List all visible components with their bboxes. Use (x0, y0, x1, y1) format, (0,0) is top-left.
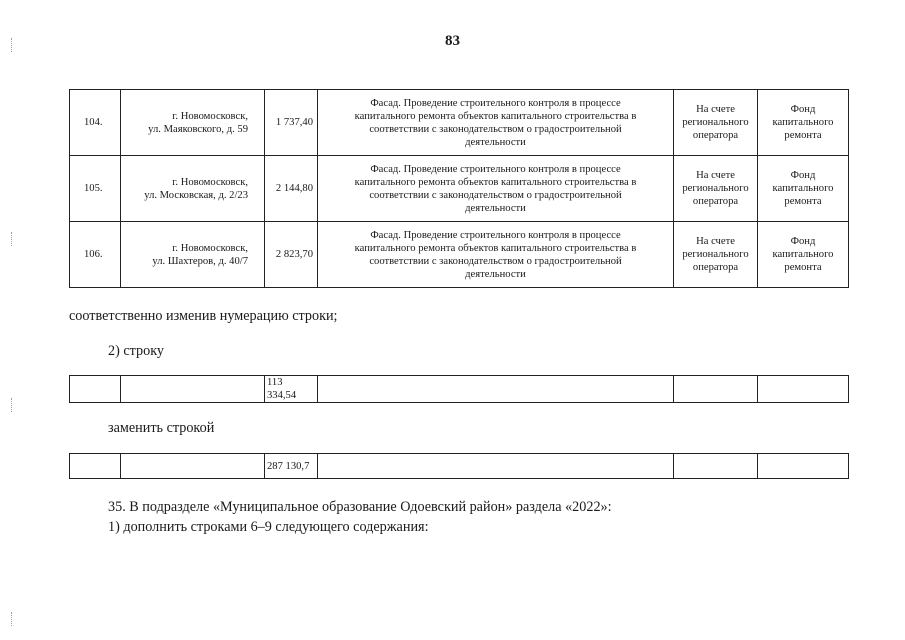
area-cell: 2 144,80 (265, 156, 318, 222)
table-row (70, 454, 849, 479)
fund-line: Фонд (790, 236, 816, 247)
row-number: 106. (70, 222, 121, 288)
account-line: На счете (696, 104, 735, 115)
account-line: регионального (682, 117, 749, 128)
fund-line: Фонд (790, 104, 816, 115)
page-number: 83 (445, 33, 460, 49)
row-number: 105. (70, 156, 121, 222)
work-description-cell (318, 222, 674, 288)
account-line: На счете (696, 236, 735, 247)
fund-line: ремонта (784, 196, 822, 207)
work-description-cell (318, 90, 674, 156)
address-cell (121, 156, 265, 222)
empty-cell (758, 454, 849, 479)
address-cell (121, 222, 265, 288)
address-city: г. Новомосковск, (172, 242, 248, 254)
work-line: капитального ремонта объектов капитального строительства в (354, 242, 637, 254)
binding-margin-mark (11, 398, 12, 412)
work-line: соответствии с законодательством о градостроительной (369, 189, 622, 201)
empty-cell (121, 376, 265, 403)
fund-line: капитального (772, 249, 834, 260)
empty-cell (758, 376, 849, 403)
account-cell (674, 90, 758, 156)
binding-margin-mark (11, 38, 12, 52)
account-line: оператора (692, 196, 739, 207)
address-street: ул. Шахтеров, д. 40/7 (152, 255, 248, 267)
work-description-cell (318, 156, 674, 222)
account-line: регионального (682, 249, 749, 260)
account-line: оператора (692, 130, 739, 141)
fund-line: Фонд (790, 170, 816, 181)
binding-margin-mark (11, 612, 12, 626)
row-number: 104. (70, 90, 121, 156)
work-line: Фасад. Проведение строительного контроля в процессе (370, 97, 621, 109)
empty-cell (70, 376, 121, 403)
fund-line: ремонта (784, 130, 822, 141)
item-2-text: 2) строку (108, 343, 165, 359)
account-line: регионального (682, 183, 749, 194)
address-cell (121, 90, 265, 156)
area-cell: 2 823,70 (265, 222, 318, 288)
work-line: деятельности (465, 268, 526, 280)
fund-line: капитального (772, 117, 834, 128)
address-street: ул. Маяковского, д. 59 (148, 123, 248, 135)
fund-line: ремонта (784, 262, 822, 273)
total-value-cell: 287 130,7 (265, 454, 318, 479)
total-value-cell: 113 334,54 (265, 376, 318, 403)
replacement-row-table (69, 453, 849, 479)
binding-margin-mark (11, 232, 12, 246)
work-line: соответствии с законодательством о градостроительной (369, 123, 622, 135)
account-line: На счете (696, 170, 735, 181)
replace-text: заменить строкой (108, 420, 215, 436)
address-street: ул. Московская, д. 2/23 (144, 189, 248, 201)
item-1-text: 1) дополнить строками 6–9 следующего содержания: (108, 519, 429, 535)
work-line: деятельности (465, 202, 526, 214)
table-row (70, 376, 849, 403)
work-line: Фасад. Проведение строительного контроля в процессе (370, 229, 621, 241)
table-row (70, 222, 849, 288)
fund-line: капитального (772, 183, 834, 194)
work-line: капитального ремонта объектов капитального строительства в (354, 176, 637, 188)
address-city: г. Новомосковск, (172, 110, 248, 122)
buildings-table (69, 89, 849, 288)
empty-cell (674, 376, 758, 403)
renumber-note: соответственно изменив нумерацию строки; (69, 308, 338, 324)
work-line: капитального ремонта объектов капитального строительства в (354, 110, 637, 122)
empty-cell (318, 454, 674, 479)
empty-cell (318, 376, 674, 403)
address-city: г. Новомосковск, (172, 176, 248, 188)
empty-cell (70, 454, 121, 479)
account-cell (674, 156, 758, 222)
fund-cell (758, 90, 849, 156)
work-line: деятельности (465, 136, 526, 148)
fund-cell (758, 156, 849, 222)
work-line: соответствии с законодательством о градостроительной (369, 255, 622, 267)
account-line: оператора (692, 262, 739, 273)
item-35-text: 35. В подразделе «Муниципальное образование Одоевский район» раздела «2022»: (108, 499, 612, 515)
empty-cell (674, 454, 758, 479)
account-cell (674, 222, 758, 288)
area-cell: 1 737,40 (265, 90, 318, 156)
table-row (70, 90, 849, 156)
table-row (70, 156, 849, 222)
fund-cell (758, 222, 849, 288)
old-row-table (69, 375, 849, 403)
empty-cell (121, 454, 265, 479)
work-line: Фасад. Проведение строительного контроля в процессе (370, 163, 621, 175)
